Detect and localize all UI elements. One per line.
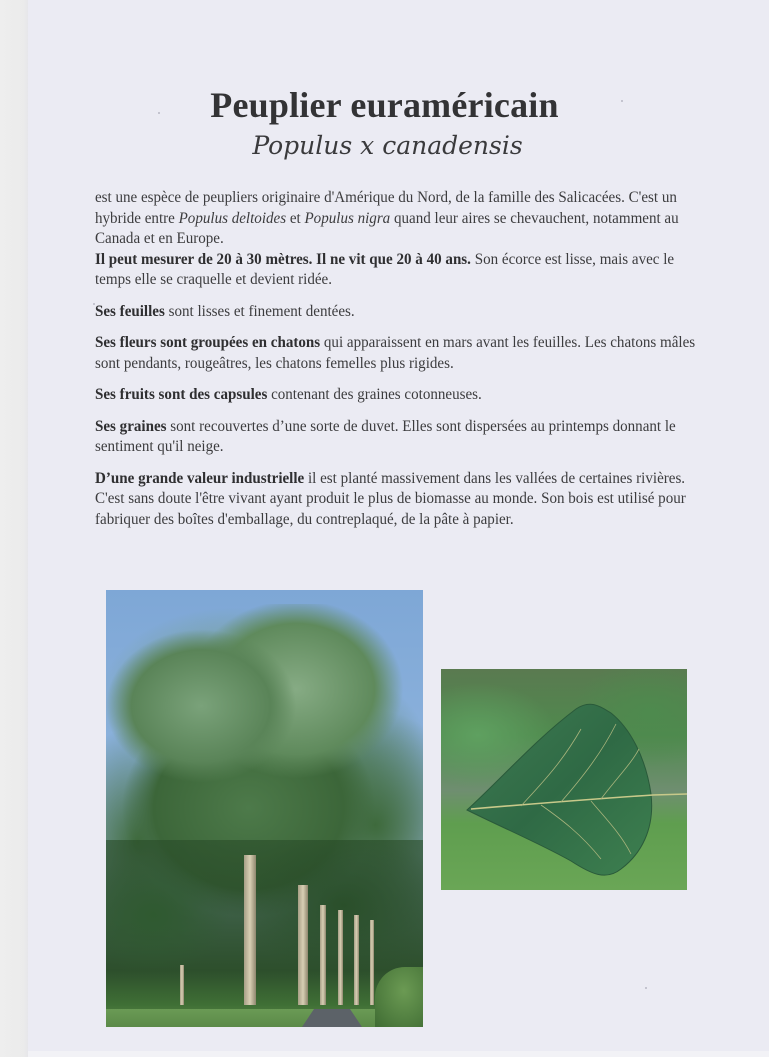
leaf-icon xyxy=(441,669,687,890)
paragraph-industry xyxy=(95,468,709,530)
poplar-tree-photo xyxy=(106,590,423,1027)
tree-trunk xyxy=(298,885,308,1005)
bold-text-run: Ses fleurs sont groupées en chatons xyxy=(95,333,321,351)
bold-text-run: Ses graines xyxy=(95,416,167,435)
text-run: quand leur aires se chevauchent, notamment au Canada et en Europe. xyxy=(95,208,679,247)
scan-speck xyxy=(621,100,623,102)
tree-trunk xyxy=(180,965,184,1005)
scan-speck xyxy=(158,112,160,114)
hedge xyxy=(375,967,423,1027)
paragraph-leaves xyxy=(95,301,709,322)
paragraph-seeds xyxy=(95,416,709,457)
tree-trunk xyxy=(244,855,256,1005)
document-body xyxy=(95,187,709,540)
bold-text-run: Ses fruits sont des capsules xyxy=(95,385,268,403)
tree-trunk xyxy=(320,905,326,1005)
paragraph-flowers xyxy=(95,332,709,373)
poplar-leaf-photo xyxy=(441,669,687,890)
bold-text-run: D’une grande valeur industrielle xyxy=(95,468,305,487)
italic-text-run: Populus deltoides xyxy=(178,208,287,227)
text-run: est une espèce de peupliers originaire d'Amérique du Nord, de la famille des Salicacées. C'est un hybride entre xyxy=(95,188,677,227)
text-run: et xyxy=(286,208,305,227)
bold-text-run: Il peut mesurer de 20 à 30 mètres. Il ne vit que 20 à 40 ans. xyxy=(95,249,471,268)
paragraph-fruits xyxy=(95,384,709,405)
text-run: sont recouvertes d’une sorte de duvet. Elles sont dispersées au printemps donnant le sentiment qu'il neige. xyxy=(95,416,676,455)
document-subtitle: Populus x canadensis xyxy=(252,131,523,160)
text-run: contenant des graines cotonneuses. xyxy=(267,385,482,403)
document-title: Peuplier euraméricain xyxy=(210,85,559,125)
italic-text-run: Populus nigra xyxy=(304,208,391,227)
text-run: sont lisses et finement dentées. xyxy=(164,301,355,320)
text-run: Son écorce est lisse, mais avec le temps elle se craquelle et devient ridée. xyxy=(95,249,675,288)
paragraph-size xyxy=(95,249,709,290)
bold-text-run: Ses feuilles xyxy=(95,301,165,320)
scan-speck xyxy=(645,987,647,989)
tree-trunk xyxy=(354,915,359,1005)
tree-trunk xyxy=(338,910,343,1005)
text-run: il est planté massivement dans les vallées de certaines rivières. C'est sans doute l'être vivant ayant produit le plus de biomasse au monde. Son bois est utilisé pour fabriquer des boîtes d'emballage, du contreplaqué, de la pâte à papier. xyxy=(95,468,686,528)
text-run: qui apparaissent en mars avant les feuilles. Les chatons mâles sont pendants, rougeâtres, les chatons femelles plus rigides. xyxy=(95,333,696,372)
scan-bottom-edge xyxy=(28,1051,769,1057)
paragraph-intro xyxy=(95,187,709,249)
tree-trunk xyxy=(370,920,374,1005)
scan-speck xyxy=(93,303,95,305)
